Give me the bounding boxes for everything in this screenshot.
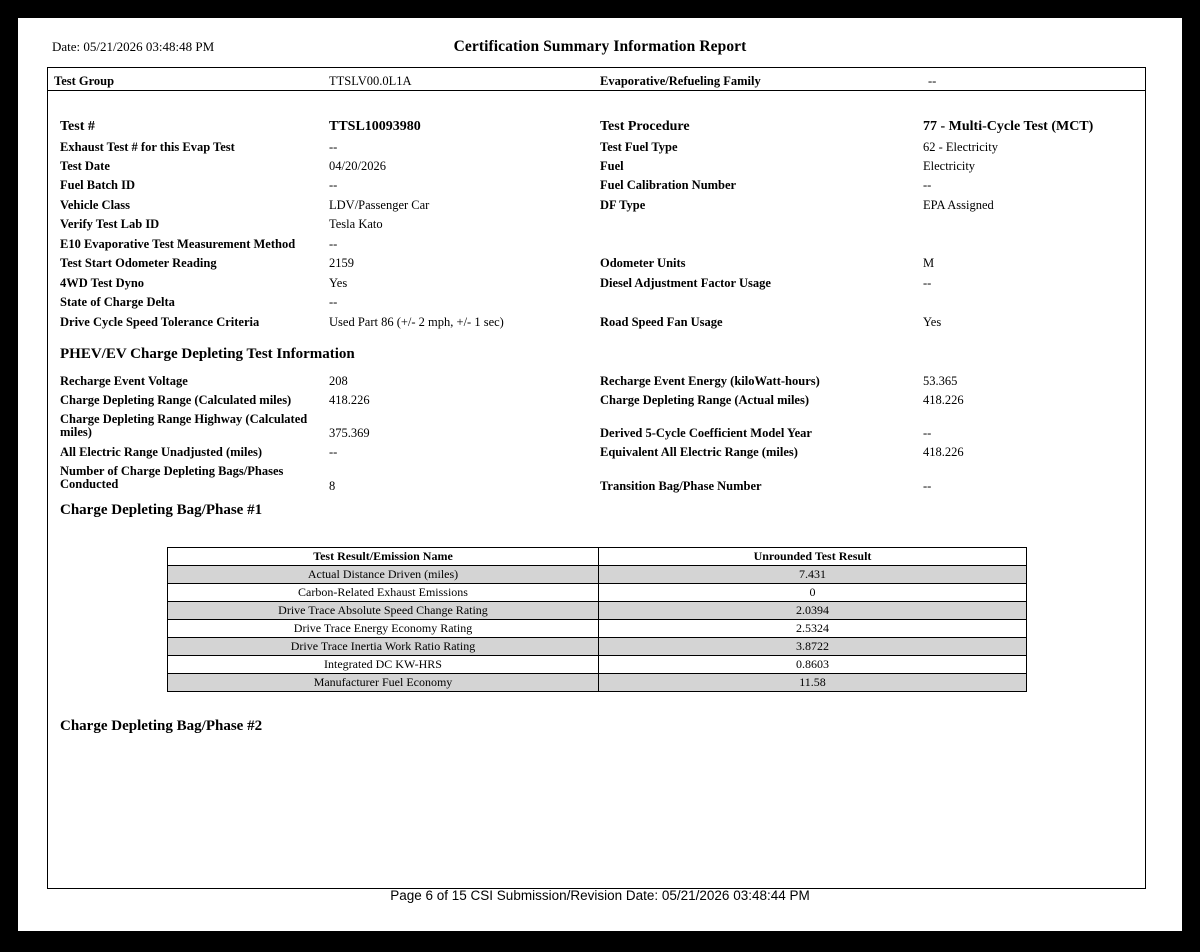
exhaust-test-value: --	[329, 140, 338, 154]
phev-heading: PHEV/EV Charge Depleting Test Information	[60, 346, 355, 362]
cd-range-calc-label: Charge Depleting Range (Calculated miles)	[60, 393, 292, 407]
fuel-value: Electricity	[923, 159, 976, 173]
cd-range-highway-label: Charge Depleting Range Highway (Calculated miles)	[60, 412, 308, 439]
cd-range-calc-value: 418.226	[329, 393, 370, 407]
cd-bags-label: Number of Charge Depleting Bags/Phases Conducted	[60, 464, 284, 491]
test-date-value: 04/20/2026	[329, 159, 386, 173]
result-value: 3.8722	[599, 638, 1027, 656]
report-date: Date: 05/21/2026 03:48:48 PM	[52, 39, 215, 54]
soc-delta-value: --	[329, 295, 338, 309]
test-group-value: TTSLV00.0L1A	[329, 74, 412, 88]
transition-bag-value: --	[923, 479, 932, 493]
road-speed-fan-label: Road Speed Fan Usage	[600, 315, 723, 329]
result-value: 7.431	[599, 566, 1027, 584]
phase2-heading: Charge Depleting Bag/Phase #2	[60, 718, 263, 734]
aer-unadjusted-value: --	[329, 445, 338, 459]
e10-method-label: E10 Evaporative Test Measurement Method	[60, 237, 296, 251]
exhaust-test-label: Exhaust Test # for this Evap Test	[60, 140, 235, 154]
fuel-label: Fuel	[600, 159, 624, 173]
df-type-label: DF Type	[600, 198, 646, 212]
evap-family-label: Evaporative/Refueling Family	[600, 74, 761, 88]
result-value: 2.0394	[599, 602, 1027, 620]
table-row	[168, 656, 1027, 674]
diesel-adjustment-label: Diesel Adjustment Factor Usage	[600, 276, 771, 290]
result-name: Integrated DC KW-HRS	[168, 656, 599, 674]
recharge-voltage-label: Recharge Event Voltage	[60, 374, 188, 388]
result-value: 0	[599, 584, 1027, 602]
recharge-energy-value: 53.365	[923, 374, 958, 388]
result-value: 2.5324	[599, 620, 1027, 638]
cd-bags-value: 8	[329, 479, 336, 493]
page-footer: Page 6 of 15 CSI Submission/Revision Date: 05/21/2026 03:48:44 PM	[390, 888, 810, 903]
fuel-calibration-label: Fuel Calibration Number	[600, 178, 737, 192]
table-row	[168, 620, 1027, 638]
test-number-value: TTSL10093980	[329, 119, 421, 134]
verify-lab-value: Tesla Kato	[329, 217, 383, 231]
soc-delta-label: State of Charge Delta	[60, 295, 175, 309]
test-fuel-type-label: Test Fuel Type	[600, 140, 678, 154]
equiv-aer-label: Equivalent All Electric Range (miles)	[600, 445, 798, 459]
report-frame	[47, 67, 1146, 889]
recharge-energy-label: Recharge Event Energy (kiloWatt-hours)	[600, 374, 820, 388]
odometer-reading-label: Test Start Odometer Reading	[60, 256, 217, 270]
fuel-calibration-value: --	[923, 178, 932, 192]
result-value: 11.58	[599, 674, 1027, 692]
vehicle-class-value: LDV/Passenger Car	[329, 198, 430, 212]
table-row	[168, 602, 1027, 620]
test-number-label: Test #	[60, 119, 95, 134]
result-name: Drive Trace Inertia Work Ratio Rating	[168, 638, 599, 656]
table-row	[168, 638, 1027, 656]
recharge-voltage-value: 208	[329, 374, 348, 388]
result-name: Actual Distance Driven (miles)	[168, 566, 599, 584]
cd-range-highway-value: 375.369	[329, 426, 370, 440]
test-procedure-value: 77 - Multi-Cycle Test (MCT)	[923, 119, 1094, 134]
speed-tolerance-value: Used Part 86 (+/- 2 mph, +/- 1 sec)	[329, 315, 504, 329]
fuel-batch-value: --	[329, 178, 338, 192]
transition-bag-label: Transition Bag/Phase Number	[600, 479, 762, 493]
table-row	[168, 584, 1027, 602]
df-type-value: EPA Assigned	[923, 198, 994, 212]
report-title: Certification Summary Information Report	[453, 38, 747, 55]
road-speed-fan-value: Yes	[923, 315, 942, 329]
header-divider	[48, 90, 1145, 91]
col-result-header: Unrounded Test Result	[599, 548, 1027, 566]
result-value: 0.8603	[599, 656, 1027, 674]
derived-5cycle-label: Derived 5-Cycle Coefficient Model Year	[600, 426, 812, 440]
test-procedure-label: Test Procedure	[600, 119, 690, 134]
col-name-header: Test Result/Emission Name	[168, 548, 599, 566]
4wd-dyno-value: Yes	[329, 276, 348, 290]
fuel-batch-label: Fuel Batch ID	[60, 178, 135, 192]
odometer-reading-value: 2159	[329, 256, 354, 270]
table-row	[168, 674, 1027, 692]
phase1-heading: Charge Depleting Bag/Phase #1	[60, 502, 263, 518]
result-name: Carbon-Related Exhaust Emissions	[168, 584, 599, 602]
result-name: Manufacturer Fuel Economy	[168, 674, 599, 692]
test-date-label: Test Date	[60, 159, 110, 173]
table-header-row	[168, 548, 1027, 566]
test-fuel-type-value: 62 - Electricity	[923, 140, 998, 154]
result-name: Drive Trace Absolute Speed Change Rating	[168, 602, 599, 620]
cd-range-actual-value: 418.226	[923, 393, 964, 407]
odometer-units-label: Odometer Units	[600, 256, 686, 270]
test-group-label: Test Group	[54, 74, 115, 88]
report-page	[18, 18, 1182, 931]
derived-5cycle-value: --	[923, 426, 932, 440]
speed-tolerance-label: Drive Cycle Speed Tolerance Criteria	[60, 315, 260, 329]
aer-unadjusted-label: All Electric Range Unadjusted (miles)	[60, 445, 263, 459]
verify-lab-label: Verify Test Lab ID	[60, 217, 160, 231]
e10-method-value: --	[329, 237, 338, 251]
equiv-aer-value: 418.226	[923, 445, 964, 459]
evap-family-value: --	[928, 74, 937, 88]
odometer-units-value: M	[923, 256, 935, 270]
4wd-dyno-label: 4WD Test Dyno	[60, 276, 145, 290]
diesel-adjustment-value: --	[923, 276, 932, 290]
cd-range-actual-label: Charge Depleting Range (Actual miles)	[600, 393, 809, 407]
vehicle-class-label: Vehicle Class	[60, 198, 131, 212]
table-row	[168, 566, 1027, 584]
phase1-results-table	[167, 547, 1027, 692]
result-name: Drive Trace Energy Economy Rating	[168, 620, 599, 638]
